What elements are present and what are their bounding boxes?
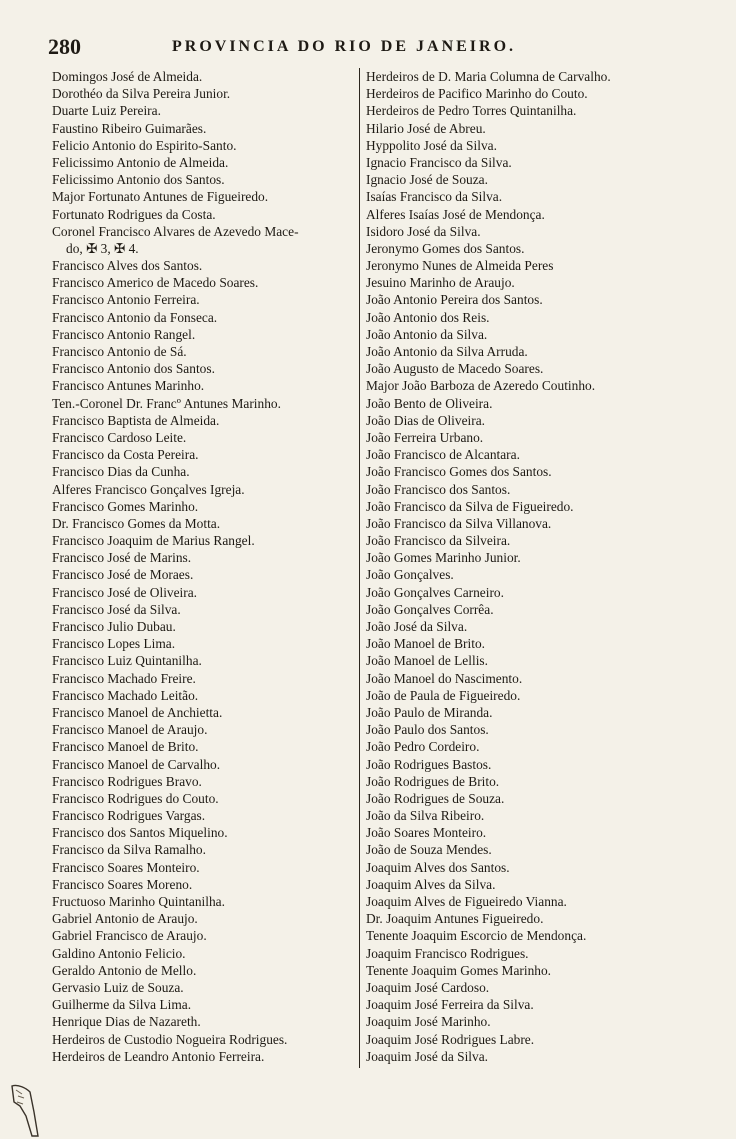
list-item: Domingos José de Almeida.	[52, 69, 203, 84]
list-item: Tenente Joaquim Gomes Marinho.	[366, 962, 552, 978]
list-item: João Francisco dos Santos.	[366, 481, 511, 497]
list-item: João Paulo dos Santos.	[366, 722, 489, 738]
list-item: Galdino Antonio Felicio.	[52, 945, 186, 961]
list-item: Alferes Isaías José de Mendonça.	[366, 206, 545, 222]
list-item: João Francisco da Silva de Figueiredo.	[366, 498, 574, 514]
list-item: Joaquim Alves de Figueiredo Vianna.	[366, 894, 567, 909]
list-item: Francisco Antonio de Sá.	[52, 344, 187, 359]
list-item: João Francisco Gomes dos Santos.	[366, 464, 552, 480]
list-item: Guilherme da Silva Lima.	[52, 997, 192, 1013]
list-item: Francisco Antonio Rangel.	[52, 326, 196, 342]
list-item: Fortunato Rodrigues da Costa.	[52, 206, 216, 222]
list-item: Francisco José de Oliveira.	[52, 584, 198, 600]
list-item: João de Paula de Figueiredo.	[366, 687, 521, 703]
list-item: Jeronymo Gomes dos Santos.	[366, 240, 525, 256]
list-item: Francisco Julio Dubau.	[52, 619, 176, 634]
list-item: Francisco Lopes Lima.	[52, 636, 176, 652]
list-item: Herdeiros de Leandro Antonio Ferreira.	[52, 1048, 265, 1064]
list-item: Francisco Rodrigues Bravo.	[52, 773, 202, 789]
list-item: Geraldo Antonio de Mello.	[52, 962, 197, 978]
list-item: Ignacio José de Souza.	[366, 172, 488, 188]
list-item: João Gonçalves.	[366, 567, 454, 583]
list-item: João Pedro Cordeiro.	[366, 739, 480, 755]
list-item: João Bento de Oliveira.	[366, 395, 493, 411]
list-item: Hilario José de Abreu.	[366, 120, 486, 136]
list-item: João da Silva Ribeiro.	[366, 808, 485, 824]
list-item: Francisco Soares Monteiro.	[52, 859, 200, 875]
list-item: João Manoel de Brito.	[366, 636, 486, 652]
list-item: Fructuoso Marinho Quintanilha.	[52, 894, 225, 909]
list-item: João Gonçalves Carneiro.	[366, 584, 504, 600]
list-item: Francisco Baptista de Almeida.	[52, 412, 220, 428]
list-item: Francisco Gomes Marinho.	[52, 498, 199, 514]
list-item: Francisco Luiz Quintanilha.	[52, 653, 202, 669]
list-item: do, ✠ 3, ✠ 4.	[66, 240, 139, 256]
running-title: PROVINCIA DO RIO DE JANEIRO.	[172, 38, 517, 55]
list-item: Joaquim José Cardoso.	[366, 979, 490, 995]
list-item: Francisco José da Silva.	[52, 601, 181, 617]
list-item: Francisco da Costa Pereira.	[52, 447, 199, 463]
list-item: Ten.-Coronel Dr. Francº Antunes Marinho.	[52, 395, 281, 411]
right-column	[366, 68, 686, 1065]
list-item: João Francisco da Silveira.	[366, 533, 511, 549]
list-item: Isaías Francisco da Silva.	[366, 189, 503, 205]
page-number: 280	[48, 34, 81, 59]
list-item: Isidoro José da Silva.	[366, 223, 481, 239]
list-item: Francisco Machado Leitão.	[52, 687, 199, 703]
list-item: João Francisco da Silva Villanova.	[366, 515, 552, 531]
list-item: Francisco Manoel de Carvalho.	[52, 756, 221, 772]
list-item: Francisco Soares Moreno.	[52, 876, 193, 892]
list-item: João Augusto de Macedo Soares.	[366, 361, 544, 377]
list-item: Joaquim Francisco Rodrigues.	[366, 945, 529, 961]
list-item: Joaquim Alves dos Santos.	[366, 859, 510, 875]
list-item: Francisco dos Santos Miquelino.	[52, 825, 228, 841]
list-item: Joaquim José Marinho.	[366, 1014, 491, 1030]
list-item: Francisco Cardoso Leite.	[52, 429, 187, 445]
list-item: João Rodrigues de Brito.	[366, 773, 500, 789]
page-header	[48, 34, 688, 58]
list-item: Alferes Francisco Gonçalves Igreja.	[52, 481, 245, 497]
list-item: Jeronymo Nunes de Almeida Peres	[366, 258, 554, 274]
list-item: João Francisco de Alcantara.	[366, 447, 520, 463]
list-item: Felicio Antonio do Espirito-Santo.	[52, 137, 237, 153]
list-item: Francisco Manoel de Anchietta.	[52, 704, 223, 720]
list-item: João Antonio dos Reis.	[366, 309, 490, 325]
list-item: João Antonio Pereira dos Santos.	[366, 292, 543, 308]
list-item: Francisco da Silva Ramalho.	[52, 842, 206, 858]
list-item: Major João Barboza de Azeredo Coutinho.	[366, 378, 596, 394]
list-item: Gervasio Luiz de Souza.	[52, 979, 184, 995]
list-item: Francisco Americo de Macedo Soares.	[52, 275, 259, 291]
list-item: Joaquim José Rodrigues Labre.	[366, 1031, 535, 1047]
list-item: Coronel Francisco Alvares de Azevedo Mace-	[52, 223, 299, 239]
list-item: Dorothéo da Silva Pereira Junior.	[52, 86, 231, 102]
list-item: João Soares Monteiro.	[366, 825, 487, 841]
list-item: João Rodrigues de Souza.	[366, 790, 505, 806]
list-item: Herdeiros de Custodio Nogueira Rodrigues.	[52, 1031, 288, 1047]
list-item: Jesuino Marinho de Araujo.	[366, 275, 515, 291]
list-item: João de Souza Mendes.	[366, 842, 492, 858]
list-item: Francisco Antunes Marinho.	[52, 378, 205, 394]
list-item: Henrique Dias de Nazareth.	[52, 1014, 201, 1030]
list-item: Francisco Manoel de Araujo.	[52, 722, 208, 738]
list-item: Francisco Machado Freire.	[52, 670, 196, 686]
list-item: João Manoel do Nascimento.	[366, 670, 523, 686]
list-item: João Paulo de Miranda.	[366, 704, 493, 720]
list-item: Dr. Joaquim Antunes Figueiredo.	[366, 911, 544, 927]
list-item: Tenente Joaquim Escorcio de Mendonça.	[366, 928, 587, 944]
list-item: Major Fortunato Antunes de Figueiredo.	[52, 189, 269, 205]
list-item: Hyppolito José da Silva.	[366, 137, 497, 153]
list-item: João Gomes Marinho Junior.	[366, 550, 521, 566]
list-item: Gabriel Antonio de Araujo.	[52, 911, 198, 927]
list-item: Joaquim Alves da Silva.	[366, 876, 496, 892]
list-item: Faustino Ribeiro Guimarães.	[52, 120, 207, 136]
list-item: Francisco Antonio Ferreira.	[52, 292, 200, 308]
list-item: Herdeiros de D. Maria Columna de Carvalho.	[366, 69, 611, 84]
list-item: Gabriel Francisco de Araujo.	[52, 928, 207, 944]
list-item: Francisco Dias da Cunha.	[52, 464, 190, 480]
list-item: João Gonçalves Corrêa.	[366, 601, 494, 617]
list-item: João Ferreira Urbano.	[366, 429, 484, 445]
list-item: João Dias de Oliveira.	[366, 412, 485, 428]
list-item: Joaquim José da Silva.	[366, 1048, 488, 1064]
list-item: Francisco Rodrigues do Couto.	[52, 790, 219, 806]
list-item: João Rodrigues Bastos.	[366, 756, 492, 772]
list-item: Herdeiros de Pacifico Marinho do Couto.	[366, 86, 588, 102]
list-item: Ignacio Francisco da Silva.	[366, 154, 512, 170]
list-item: Felicissimo Antonio de Almeida.	[52, 154, 229, 170]
torn-paper-fragment	[8, 1082, 48, 1138]
list-item: Joaquim José Ferreira da Silva.	[366, 997, 534, 1013]
list-item: João Antonio da Silva Arruda.	[366, 344, 528, 359]
column-divider	[359, 68, 360, 1068]
list-item: João Antonio da Silva.	[366, 326, 488, 342]
list-item: Francisco José de Marins.	[52, 550, 192, 566]
list-item: Francisco Alves dos Santos.	[52, 258, 203, 274]
list-item: Francisco Antonio da Fonseca.	[52, 309, 218, 325]
list-item: João José da Silva.	[366, 619, 468, 634]
list-item: Duarte Luiz Pereira.	[52, 103, 161, 119]
list-item: Francisco José de Moraes.	[52, 567, 194, 583]
list-item: Francisco Joaquim de Marius Rangel.	[52, 533, 255, 549]
list-item: João Manoel de Lellis.	[366, 653, 488, 669]
list-item: Herdeiros de Pedro Torres Quintanilha.	[366, 103, 577, 119]
list-item: Felicissimo Antonio dos Santos.	[52, 172, 225, 188]
list-item: Dr. Francisco Gomes da Motta.	[52, 515, 221, 531]
list-item: Francisco Manoel de Brito.	[52, 739, 199, 755]
list-item: Francisco Antonio dos Santos.	[52, 361, 215, 377]
left-column	[52, 68, 358, 1065]
list-item: Francisco Rodrigues Vargas.	[52, 808, 206, 824]
